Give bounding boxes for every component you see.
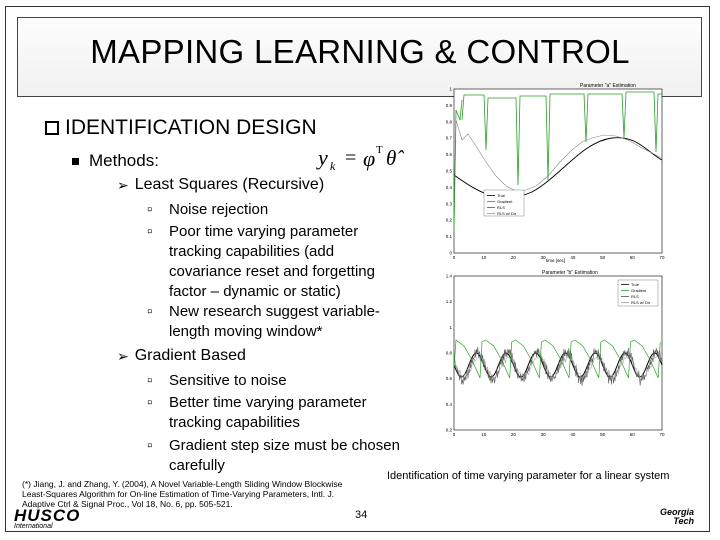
y-tick-label: 0.6 <box>445 152 452 158</box>
dash-bullet-icon: ▫ <box>147 437 153 454</box>
x-tick-label: 10 <box>481 255 487 260</box>
parameter-b-plot <box>432 268 668 438</box>
x-tick-label: 70 <box>659 432 665 437</box>
gradient-based-label: Gradient Based <box>134 347 246 364</box>
gb-bullet-text: Sensitive to noise <box>169 372 287 389</box>
legend-label: RLS <box>631 294 639 299</box>
checkbox-bullet-icon <box>45 121 59 135</box>
formula-sub-k: k <box>330 159 336 173</box>
x-tick-label: 20 <box>510 432 516 437</box>
ls-bullet-text: Noise rejection <box>169 201 269 218</box>
x-tick-label: 30 <box>540 255 546 260</box>
arrow-bullet-icon: ➢ <box>117 176 129 193</box>
methods-label: Methods: <box>89 151 159 170</box>
dash-bullet-icon: ▫ <box>147 223 153 240</box>
legend-label: Gradient <box>497 199 513 204</box>
slide-title: MAPPING LEARNING & CONTROL <box>90 33 630 70</box>
x-tick-label: 50 <box>600 255 606 260</box>
formula-y: y <box>318 145 328 170</box>
y-tick-label: 0.4 <box>445 184 452 190</box>
legend-label: Gradient <box>631 288 647 293</box>
x-tick-label: 60 <box>629 255 635 260</box>
arrow-bullet-icon: ➢ <box>117 347 129 364</box>
y-tick-label: 0.5 <box>445 168 452 174</box>
husco-logo-text: HUSCO <box>14 506 81 525</box>
ls-bullet-text: New research suggest variable-length moving window* <box>169 303 380 340</box>
gb-bullet-3 <box>147 436 417 476</box>
formula-phi: φ <box>363 146 376 171</box>
y-tick-label: 0.9 <box>445 102 452 108</box>
x-tick-label: 0 <box>452 432 456 437</box>
gb-bullet-text: Gradient step size must be chosen carefully <box>169 437 400 474</box>
legend-label: RLS w/ Dir <box>497 211 517 216</box>
x-tick-label: 60 <box>629 432 635 437</box>
georgia-tech-logo-line2: Tech <box>673 516 695 526</box>
y-tick-label: 0.2 <box>445 427 452 433</box>
husco-logo <box>14 506 80 530</box>
ls-bullet-1 <box>147 200 417 220</box>
least-squares-label: Least Squares (Recursive) <box>134 176 325 193</box>
estimation-formula <box>316 140 408 178</box>
husco-logo-subtext: International <box>14 523 53 530</box>
x-tick-label: 40 <box>570 255 576 260</box>
x-tick-label: 30 <box>540 432 546 437</box>
gb-bullet-2 <box>147 393 397 433</box>
y-tick-label: 0.6 <box>445 376 452 382</box>
heading-text: IDENTIFICATION DESIGN <box>65 116 317 139</box>
ls-bullet-3 <box>147 302 409 342</box>
y-tick-label: 0.8 <box>445 350 452 356</box>
legend-label: RLS w/ Dir <box>631 300 651 305</box>
y-tick-label: 0.2 <box>445 217 452 223</box>
formula-equals: = <box>345 147 357 169</box>
legend-label: RLS <box>497 205 505 210</box>
reference-footnote: (*) Jiang, J. and Zhang, Y. (2004), A Novel Variable-Length Sliding Window Blockwise Least-Squares Algorithm for On-line Estimation of Time-Varying Parameters, Intl. J. Adaptive Ctrl & Signal Proc., Vol 18, No. 6, pp. 505-521. <box>22 479 343 509</box>
x-tick-label: 50 <box>600 432 606 437</box>
formula-transpose: T <box>376 144 383 156</box>
y-tick-label: 0.7 <box>445 135 452 141</box>
gb-bullet-text: Better time varying parameter tracking capabilities <box>169 394 367 431</box>
plot-b-title: Parameter "b" Estimation <box>542 270 598 276</box>
y-tick-label: 1.4 <box>445 273 452 279</box>
x-tick-label: 10 <box>481 432 487 437</box>
gradient-based-item <box>117 347 246 365</box>
plot-a-title: Parameter "a" Estimation <box>580 83 636 89</box>
plot-a-xlabel: time [sec] <box>546 258 566 263</box>
x-tick-label: 20 <box>510 255 516 260</box>
legend-label: True <box>497 193 506 198</box>
y-tick-label: 0.8 <box>445 119 452 125</box>
x-tick-label: 40 <box>570 432 576 437</box>
dash-bullet-icon: ▫ <box>147 201 153 218</box>
heading-identification <box>45 116 317 140</box>
y-tick-label: 1 <box>449 324 452 330</box>
ls-bullet-text: Poor time varying parameter tracking capabilities (add covariance reset and forgetting factor – dynamic or static) <box>169 223 375 300</box>
y-tick-label: 0.1 <box>445 234 452 240</box>
x-tick-label: 70 <box>659 255 665 260</box>
y-tick-label: 0.4 <box>445 401 452 407</box>
x-tick-label: 0 <box>452 255 456 260</box>
methods-item <box>72 151 159 171</box>
dash-bullet-icon: ▫ <box>147 372 153 389</box>
page-number: 34 <box>355 509 368 521</box>
y-tick-label: 0.3 <box>445 201 452 207</box>
legend-label: True <box>631 282 640 287</box>
georgia-tech-logo-line1: Georgia <box>660 507 695 517</box>
dash-bullet-icon: ▫ <box>147 303 153 320</box>
formula-theta-hat: θ̂ <box>386 146 397 170</box>
least-squares-item <box>117 176 324 194</box>
y-tick-label: 0 <box>449 250 452 256</box>
gb-bullet-1 <box>147 371 417 391</box>
y-tick-label: 1 <box>449 86 452 92</box>
parameter-a-plot <box>432 80 668 268</box>
square-bullet-icon <box>72 158 79 165</box>
georgia-tech-logo <box>660 508 694 526</box>
ls-bullet-2 <box>147 222 405 302</box>
y-tick-label: 1.2 <box>445 299 452 305</box>
plot-a-axes <box>454 89 662 253</box>
figure-caption: Identification of time varying parameter for a linear system <box>387 470 670 482</box>
dash-bullet-icon: ▫ <box>147 394 153 411</box>
